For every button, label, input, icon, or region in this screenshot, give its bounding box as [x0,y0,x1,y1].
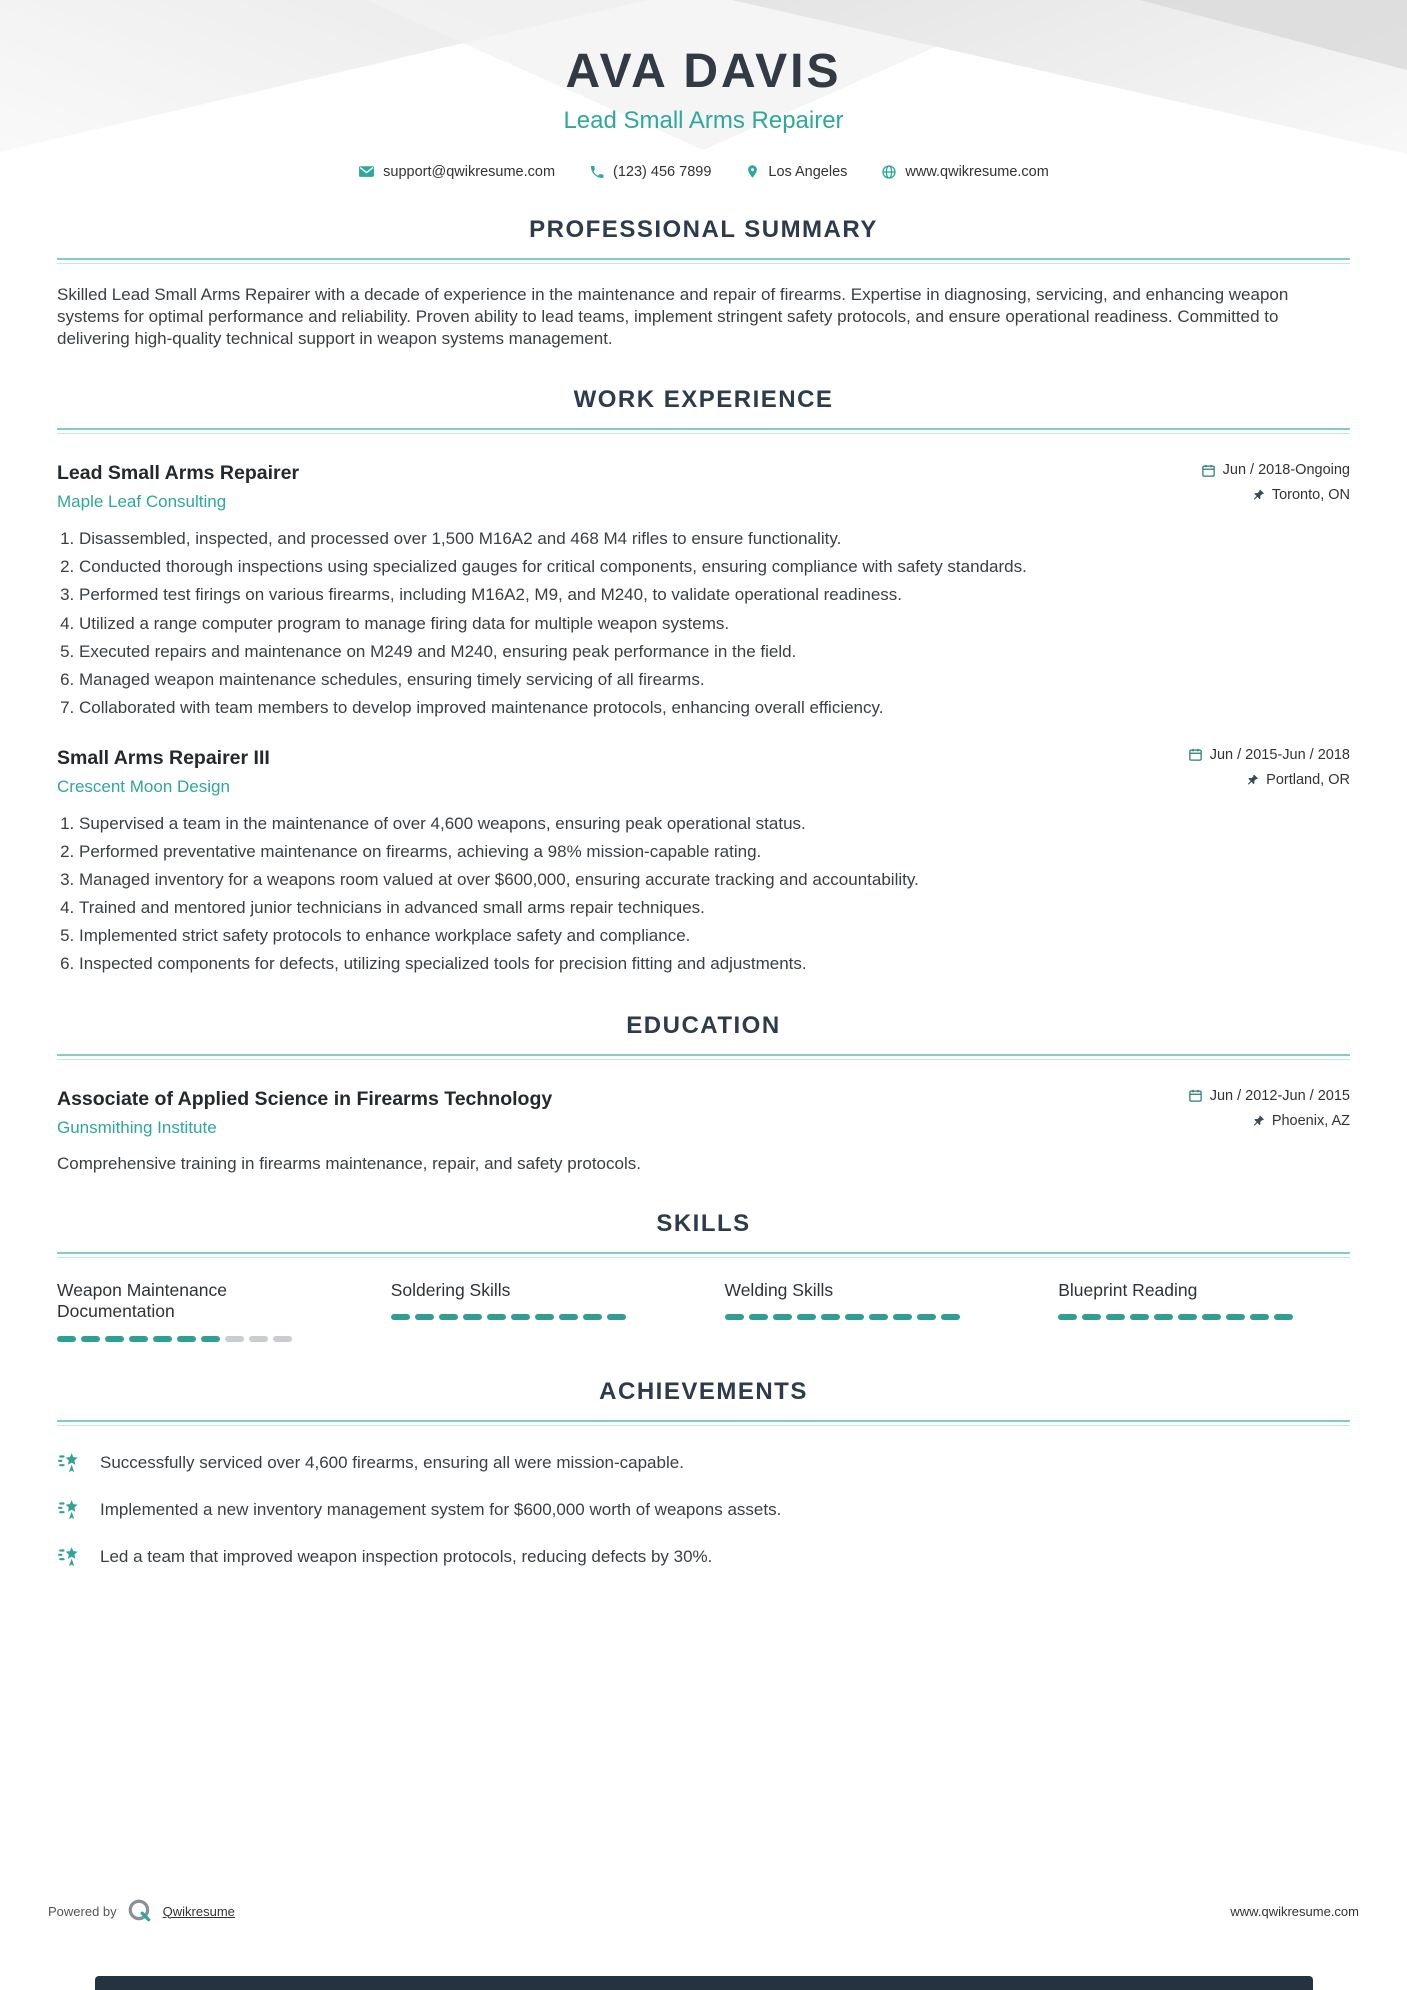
skills-grid [57,1280,1350,1343]
bullet-item: 7. Collaborated with team members to develop improved maintenance protocols, enhancing overall efficiency. [79,697,1350,719]
contact-email-text: support@qwikresume.com [383,163,556,180]
section-education [57,1012,1350,1174]
job-title: Lead Small Arms Repairer [57,462,300,485]
skill-bar-segment [201,1336,220,1342]
skill-bar-segment [1274,1314,1293,1320]
candidate-title: Lead Small Arms Repairer [563,107,844,134]
contact-row [0,163,1407,180]
section-divider [57,428,1350,434]
section-divider [57,258,1350,264]
skill-bar-segment [773,1314,792,1320]
contact-website [881,164,1048,180]
skill-bar-segment [821,1314,840,1320]
skill-bar-segment [749,1314,768,1320]
skill-bar-segment [583,1314,602,1320]
skill-bar-segment [845,1314,864,1320]
skill-bar [725,1314,1017,1320]
email-icon [358,163,375,180]
footer-website: www.qwikresume.com [1230,1903,1359,1919]
skill-item [1058,1280,1350,1343]
contact-phone-text: (123) 456 7899 [613,163,712,180]
contact-phone [589,164,711,180]
achievements-list [57,1450,1350,1570]
summary-text: Skilled Lead Small Arms Repairer with a decade of experience in the maintenance and repair of firearms. Expertise in diagnosing, servicing, and enhancing weapon systems for optimal performance and reliability. Proven ability to lead teams, implement stringent safety protocols, and ensure operational readiness. Committed to delivering high-quality technical support in weapon systems management. [57,285,1289,349]
education-meta [1188,1088,1350,1138]
skill-bar [1058,1314,1350,1320]
achievement-text: Implemented a new inventory management system for $600,000 worth of weapons assets. [100,1500,782,1520]
skills-heading: SKILLS [656,1209,751,1237]
globe-icon [881,164,897,180]
page-footer [48,1898,1359,1924]
job-entry [57,462,1350,719]
achievement-star-icon [57,1497,83,1523]
education-heading: EDUCATION [626,1011,781,1039]
bullet-item: 4. Utilized a range computer program to manage firing data for multiple weapon systems. [79,613,1350,635]
pushpin-icon [1252,1114,1265,1128]
job-title: Small Arms Repairer III [57,746,270,769]
skill-bar-segment [607,1314,626,1320]
skill-bar-segment [225,1336,244,1342]
skill-label: Weapon Maintenance Documentation [57,1279,227,1322]
job-bullet-list [57,813,1350,976]
candidate-name: AVA DAVIS [565,45,842,98]
section-achievements [57,1378,1350,1570]
bullet-item: 2. Conducted thorough inspections using specialized gauges for critical components, ensuring compliance with safety standards. [79,556,1350,578]
qwikresume-link[interactable]: Qwikresume [162,1903,235,1919]
skill-label: Welding Skills [724,1279,834,1300]
skill-bar-segment [1178,1314,1197,1320]
contact-email [358,163,555,180]
skill-bar-segment [725,1314,744,1320]
achievement-item [57,1497,1350,1523]
calendar-icon [1188,747,1203,762]
skill-bar [57,1336,349,1342]
achievement-star-icon [57,1450,83,1476]
section-work-experience [57,386,1350,975]
job-location: Toronto, ON [1271,487,1350,504]
skill-label: Soldering Skills [390,1279,511,1300]
achievement-text: Led a team that improved weapon inspection protocols, reducing defects by 30%. [100,1547,713,1567]
contact-location-text: Los Angeles [768,163,848,180]
job-dates: Jun / 2018-Ongoing [1222,462,1350,479]
bullet-item: 1. Supervised a team in the maintenance of over 4,600 weapons, ensuring peak operational status. [79,813,1350,835]
skill-bar-segment [1058,1314,1077,1320]
education-entry [57,1088,1350,1174]
calendar-icon [1188,1088,1203,1103]
skill-item [725,1280,1017,1343]
achievement-item [57,1450,1350,1476]
skill-bar-segment [917,1314,936,1320]
job-company: Crescent Moon Design [57,776,230,796]
work-heading: WORK EXPERIENCE [573,386,834,414]
skill-bar-segment [1154,1314,1173,1320]
section-divider [57,1420,1350,1426]
job-company: Maple Leaf Consulting [57,492,227,512]
calendar-icon [1201,463,1216,478]
section-skills [57,1210,1350,1343]
bullet-item: 6. Managed weapon maintenance schedules, ensuring timely servicing of all firearms. [79,669,1350,691]
achievement-star-icon [57,1544,83,1570]
summary-heading: PROFESSIONAL SUMMARY [529,216,878,243]
school-name: Gunsmithing Institute [57,1117,217,1137]
achievement-item [57,1544,1350,1570]
education-dates: Jun / 2012-Jun / 2015 [1209,1087,1350,1104]
bullet-item: 3. Managed inventory for a weapons room valued at over $600,000, ensuring accurate tracking and accountability. [79,869,1350,891]
skill-item [391,1280,683,1343]
section-divider [57,1054,1350,1060]
skill-bar-segment [1082,1314,1101,1320]
skill-bar-segment [869,1314,888,1320]
skill-bar-segment [797,1314,816,1320]
achievements-heading: ACHIEVEMENTS [599,1378,808,1406]
skill-bar-segment [511,1314,530,1320]
bullet-item: 3. Performed test firings on various firearms, including M16A2, M9, and M240, to validate operational readiness. [79,584,1350,606]
bullet-item: 4. Trained and mentored junior technicians in advanced small arms repair techniques. [79,897,1350,919]
degree-title: Associate of Applied Science in Firearms Technology [57,1087,553,1110]
phone-icon [589,164,605,180]
resume-header [0,0,1407,180]
education-description: Comprehensive training in firearms maintenance, repair, and safety protocols. [57,1153,641,1173]
bullet-item: 2. Performed preventative maintenance on firearms, achieving a 98% mission-capable rating. [79,841,1350,863]
bullet-item: 5. Executed repairs and maintenance on M249 and M240, ensuring peak performance in the field. [79,641,1350,663]
achievement-text: Successfully serviced over 4,600 firearms, ensuring all were mission-capable. [100,1453,684,1473]
location-pin-icon [745,163,760,180]
section-summary [57,216,1350,350]
bullet-item: 5. Implemented strict safety protocols to enhance workplace safety and compliance. [79,925,1350,947]
job-meta [1188,747,1350,797]
skill-bar-segment [129,1336,148,1342]
skill-bar-segment [57,1336,76,1342]
skill-bar-segment [153,1336,172,1342]
skill-bar-segment [893,1314,912,1320]
skill-bar-segment [1226,1314,1245,1320]
skill-bar-segment [1130,1314,1149,1320]
job-meta [1201,462,1350,512]
skill-bar-segment [559,1314,578,1320]
bullet-item: 6. Inspected components for defects, utilizing specialized tools for precision fitting and adjustments. [79,953,1350,975]
skill-bar-segment [273,1336,292,1342]
skill-bar-segment [391,1314,410,1320]
contact-location [745,163,847,180]
qwikresume-logo [127,1898,153,1924]
skill-item [57,1280,349,1343]
job-dates: Jun / 2015-Jun / 2018 [1209,746,1350,763]
skill-bar-segment [1250,1314,1269,1320]
skill-bar-segment [177,1336,196,1342]
powered-by-label: Powered by [48,1903,117,1919]
skill-bar-segment [535,1314,554,1320]
skill-bar-segment [415,1314,434,1320]
skill-bar-segment [941,1314,960,1320]
skill-bar [391,1314,683,1320]
pushpin-icon [1252,488,1265,502]
skill-bar-segment [439,1314,458,1320]
bottom-accent-bar [95,1976,1313,1990]
job-location: Portland, OR [1266,771,1350,788]
skill-label: Blueprint Reading [1058,1279,1198,1300]
skill-bar-segment [463,1314,482,1320]
pushpin-icon [1246,773,1259,787]
job-entry [57,747,1350,976]
skill-bar-segment [1202,1314,1221,1320]
skill-bar-segment [81,1336,100,1342]
skill-bar-segment [105,1336,124,1342]
skill-bar-segment [249,1336,268,1342]
skill-bar-segment [1106,1314,1125,1320]
job-bullet-list [57,528,1350,719]
contact-website-text: www.qwikresume.com [905,163,1049,180]
education-location: Phoenix, AZ [1271,1112,1350,1129]
section-divider [57,1252,1350,1258]
bullet-item: 1. Disassembled, inspected, and processed over 1,500 M16A2 and 468 M4 rifles to ensure functionality. [79,528,1350,550]
skill-bar-segment [487,1314,506,1320]
